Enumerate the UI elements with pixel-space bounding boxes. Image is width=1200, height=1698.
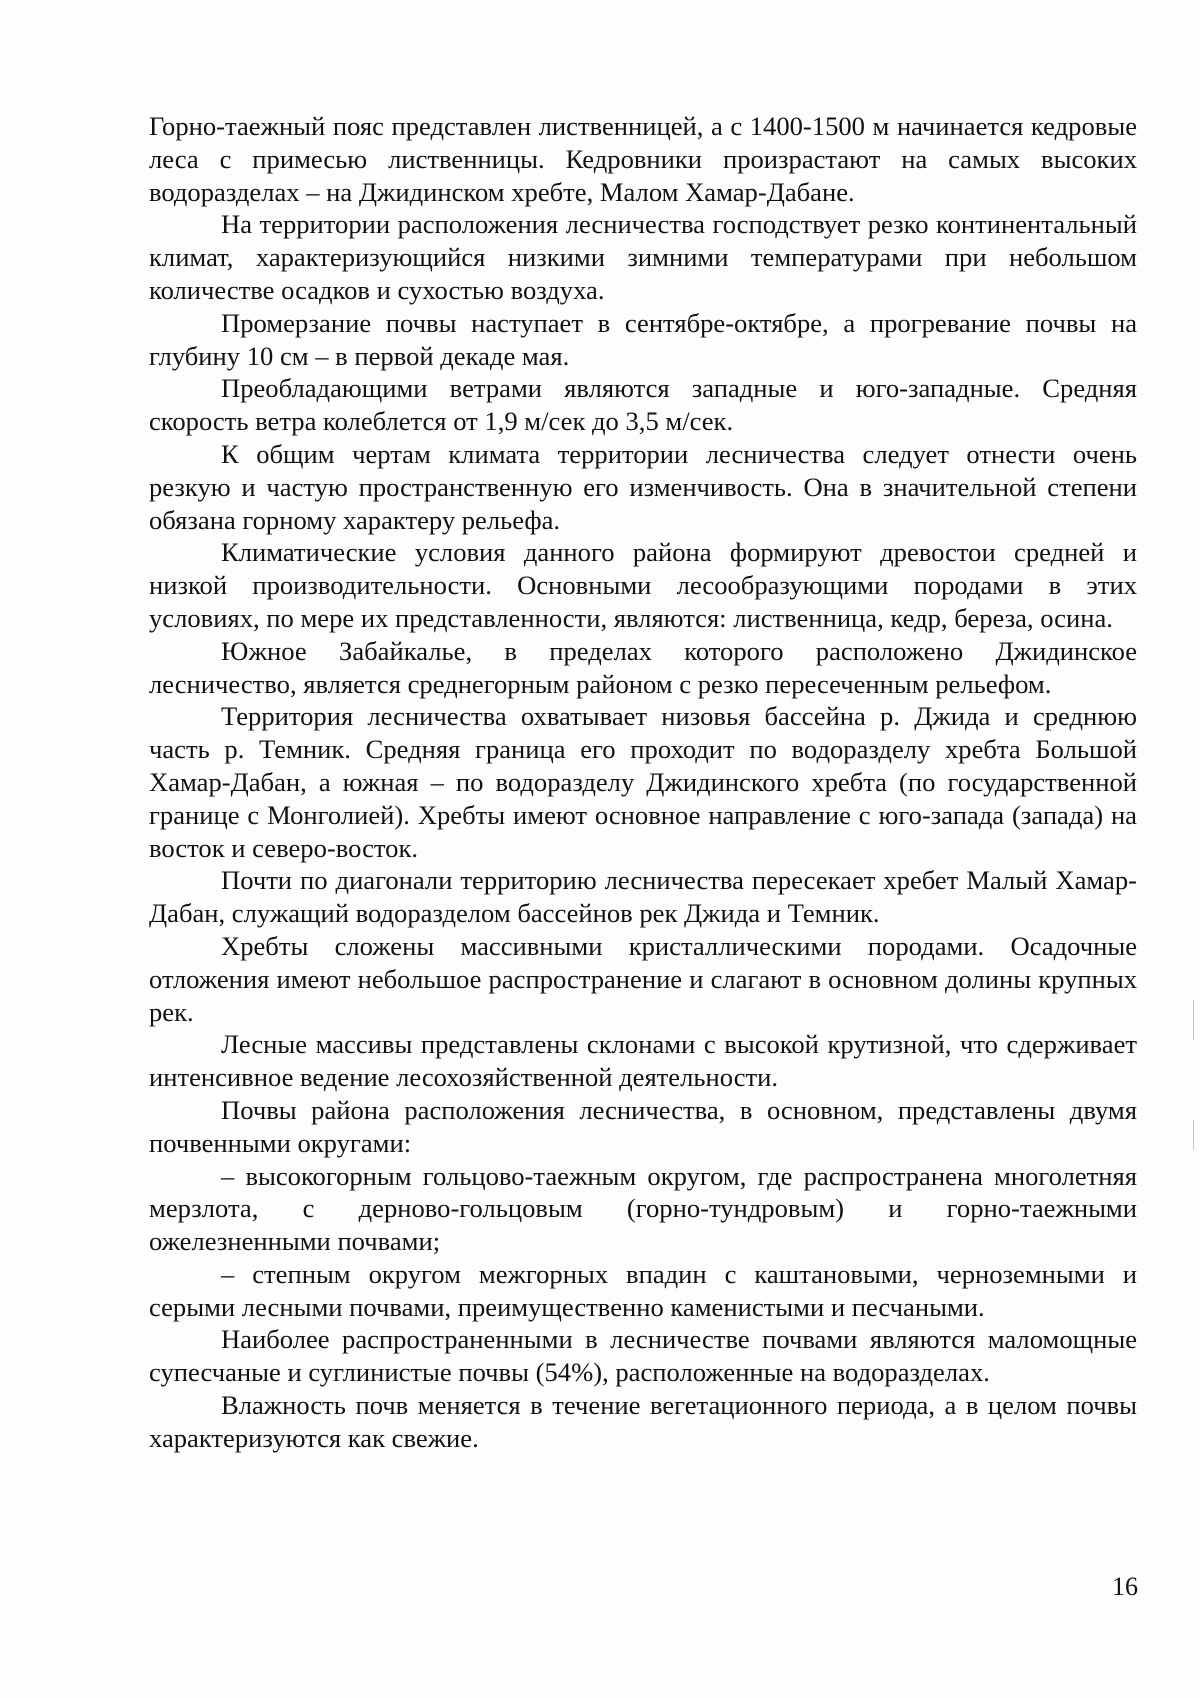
- paragraph-soil-freezing: Промерзание почвы наступает в сентябре-октябре, а прогревание почвы на глубину 10 см – в первой декаде мая.: [149, 307, 1137, 371]
- paragraph-climatic-conditions: Климатические условия данного района формируют древостои средней и низкой производительности. Основными лесообразующими породами в этих условиях, по мере их представленности, являются: лиственница, кедр, береза, осина.: [149, 537, 1137, 633]
- paragraph-winds: Преобладающими ветрами являются западные и юго-западные. Средняя скорость ветра колеблется от 1,9 м/сек до 3,5 м/сек.: [149, 373, 1137, 437]
- paragraph-soil-moisture: Влажность почв меняется в течение вегетационного периода, а в целом почвы характеризуются как свежие.: [149, 1390, 1137, 1453]
- paragraph-ridge-rocks: Хребты сложены массивными кристаллическими породами. Осадочные отложения имеют небольшое распространение и слагают в основном долины крупных рек.: [149, 930, 1137, 1027]
- paragraph-southern-transbaikalia: Южное Забайкалье, в пределах которого расположено Джидинское лесничество, является среднегорным районом с резко пересеченным рельефом.: [149, 635, 1137, 699]
- paragraph-common-soils: Наиболее распространенными в лесничестве почвами являются маломощные супесчаные и суглинистые почвы (54%), расположенные на водоразделах.: [149, 1324, 1137, 1388]
- scan-edge-mark: [1193, 1120, 1194, 1150]
- body-text: [149, 110, 1137, 1455]
- list-item-steppe-district: – степным округом межгорных впадин с каштановыми, черноземными и серыми лесными почвами, преимущественно каменистыми и песчаными.: [149, 1258, 1137, 1322]
- scan-edge-mark: [1193, 1000, 1194, 1040]
- paragraph-diagonal-ridge: Почти по диагонали территорию лесничества пересекает хребет Малый Хамар-Дабан, служащий водоразделом бассейнов рек Джида и Темник.: [149, 865, 1137, 929]
- paragraph-climate-variability: К общим чертам климата территории лесничества следует отнести очень резкую и частую пространственную его изменчивость. Она в значительной степени обязана горному характеру рельефа.: [149, 438, 1137, 535]
- page-number: 16: [1112, 1572, 1138, 1601]
- paragraph-forest-slopes: Лесные массивы представлены склонами с высокой крутизной, что сдерживает интенсивное ведение лесохозяйственной деятельности.: [149, 1029, 1137, 1093]
- list-item-highland-district: – высокогорным гольцово-таежным округом, где распространена многолетняя мерзлота, с дерново-гольцовым (горно-тундровым) и горно-таежными ожелезненными почвами;: [149, 1160, 1137, 1257]
- paragraph-territory-boundaries: Территория лесничества охватывает низовья бассейна р. Джида и среднюю часть р. Темник. Средняя граница его проходит по водоразделу хребта Большой Хамар-Дабан, а южная – по водоразделу Джидинского хребта (по государственной границе с Монголией). Хребты имеют основное направление с юго-запада (запада) на восток и северо-восток.: [149, 701, 1137, 863]
- paragraph-mountain-taiga-belt: Горно-таежный пояс представлен лиственницей, а с 1400-1500 м начинается кедровые леса с примесью лиственницы. Кедровники произрастают на самых высоких водоразделах – на Джидинском хребте, Малом Хамар-Дабане.: [149, 111, 1137, 207]
- paragraph-climate: На территории расположения лесничества господствует резко континентальный климат, характеризующийся низкими зимними температурами при небольшом количестве осадков и сухостью воздуха.: [149, 209, 1137, 305]
- paragraph-soil-districts: Почвы района расположения лесничества, в основном, представлены двумя почвенными округами:: [149, 1094, 1137, 1158]
